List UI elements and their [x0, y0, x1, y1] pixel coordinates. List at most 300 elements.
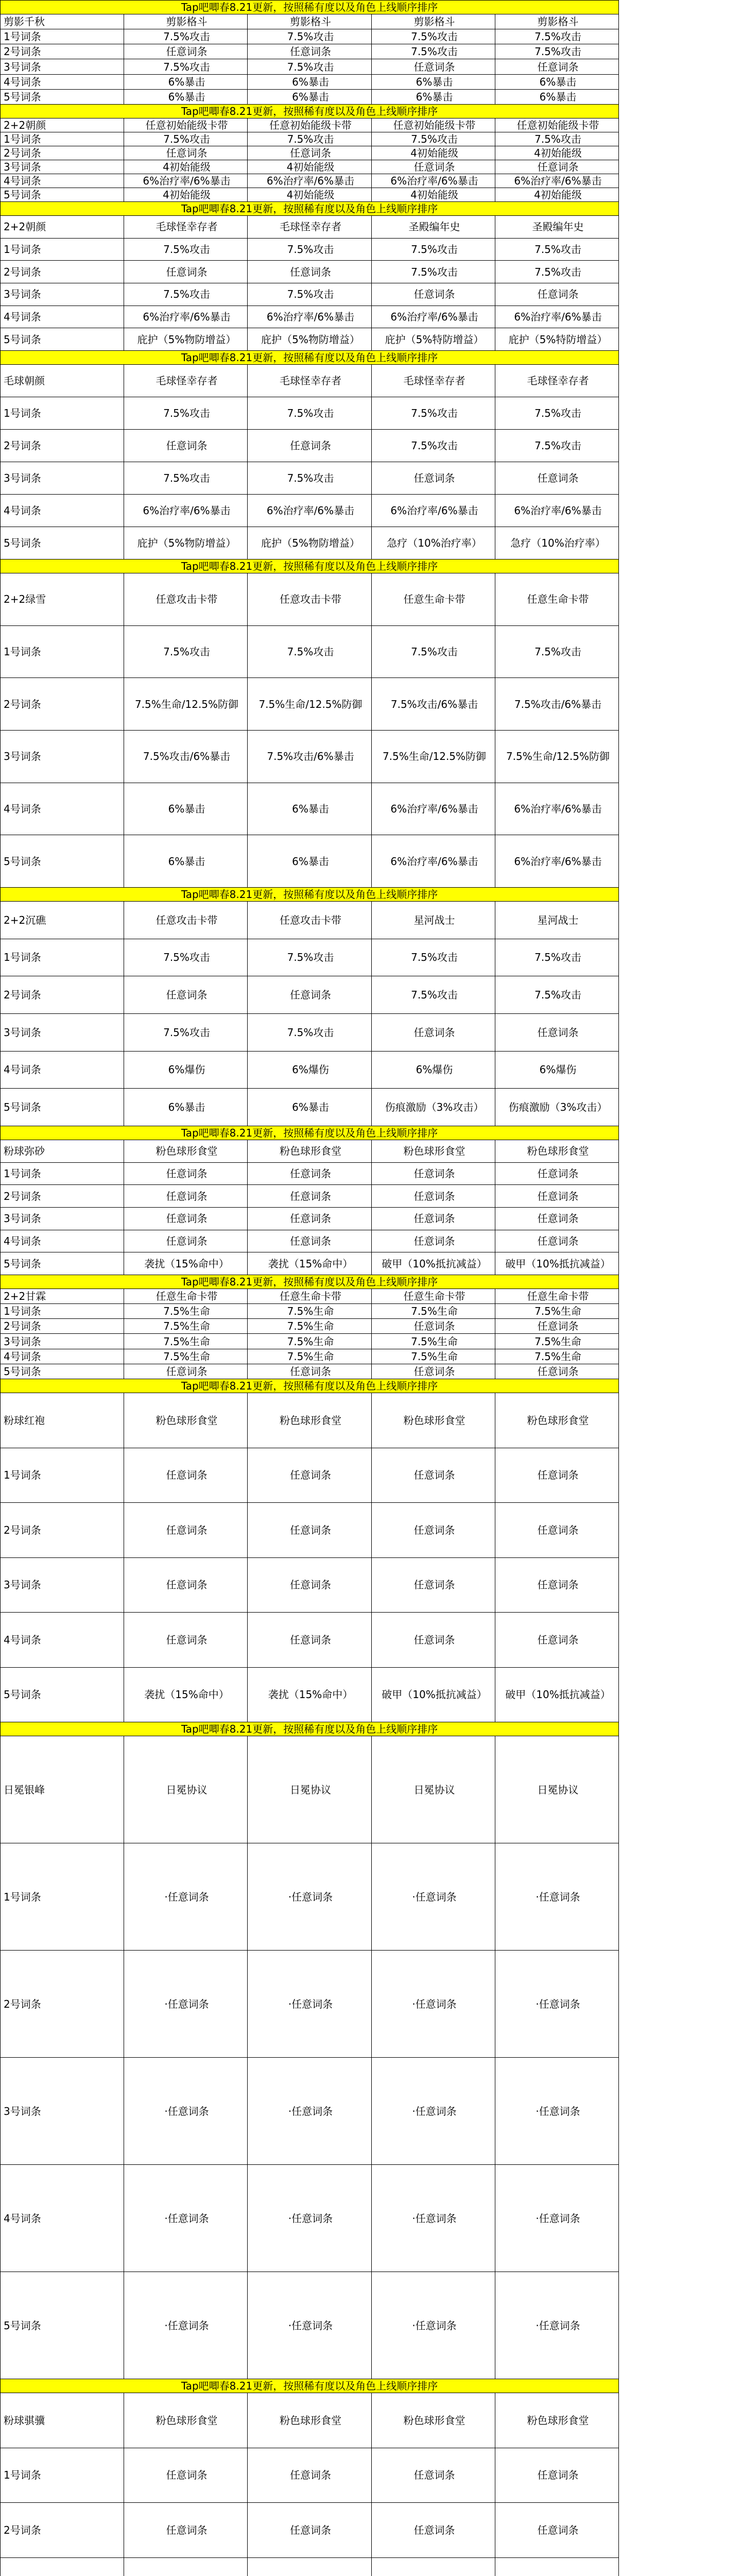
table-cell: 4初始能级 — [495, 188, 619, 202]
table-cell: 6%治疗率/6%暴击 — [495, 835, 619, 888]
slot-row — [1, 495, 619, 527]
section-banner-row — [1, 202, 619, 216]
slot-row — [1, 328, 619, 351]
table-cell: 4初始能级 — [248, 188, 372, 202]
slot-row — [1, 2272, 619, 2379]
character-row — [1, 365, 619, 397]
table-cell: ·任意词条 — [124, 2165, 248, 2272]
table-cell: 圣殿编年史 — [495, 216, 619, 239]
table-cell: 4初始能级 — [372, 188, 495, 202]
table-cell: ·任意词条 — [372, 2165, 495, 2272]
table-cell: 日冕协议 — [372, 1736, 495, 1843]
table-cell: 任意词条 — [372, 1503, 495, 1558]
table-cell: 4初始能级 — [248, 160, 372, 174]
slot-row — [1, 174, 619, 188]
slot-row — [1, 261, 619, 283]
table-cell: 任意词条 — [124, 1162, 248, 1185]
table-cell: 7.5%攻击 — [248, 462, 372, 495]
character-name-cell: 粉球骐骥 — [1, 2393, 124, 2448]
table-cell: 任意词条 — [495, 2448, 619, 2503]
table-cell: 7.5%攻击 — [372, 132, 495, 146]
table-cell: 剪影格斗 — [495, 14, 619, 29]
slot-label-cell: 2号词条 — [1, 2503, 124, 2558]
table-cell: 毛球怪幸存者 — [248, 216, 372, 239]
section-banner: Tap吧唧春8.21更新，按照稀有度以及角色上线顺序排序 — [1, 2379, 619, 2393]
table-cell: 日冕协议 — [495, 1736, 619, 1843]
slot-label-cell: 2号词条 — [1, 1319, 124, 1334]
character-row — [1, 1393, 619, 1448]
table-cell: 7.5%攻击 — [372, 44, 495, 59]
table-cell: ·任意词条 — [372, 1951, 495, 2058]
character-row — [1, 1140, 619, 1163]
slot-row — [1, 2557, 619, 2576]
table-cell: 粉色球形食堂 — [495, 1140, 619, 1163]
table-cell: 7.5%生命/12.5%防御 — [372, 730, 495, 783]
table-cell: 7.5%生命 — [124, 1334, 248, 1349]
table-cell: 毛球怪幸存者 — [495, 365, 619, 397]
section-banner-row — [1, 888, 619, 902]
slot-row — [1, 678, 619, 731]
table-cell: 7.5%攻击 — [495, 132, 619, 146]
section-banner: Tap吧唧春8.21更新，按照稀有度以及角色上线顺序排序 — [1, 202, 619, 216]
table-cell: 任意词条 — [495, 1448, 619, 1503]
table-cell: 7.5%攻击 — [124, 625, 248, 678]
table-cell: 任意攻击卡带 — [248, 902, 372, 939]
character-row — [1, 902, 619, 939]
table-cell: 7.5%生命/12.5%防御 — [124, 678, 248, 731]
slot-label-cell: 1号词条 — [1, 132, 124, 146]
table-cell: 任意词条 — [372, 1557, 495, 1613]
table-cell: 任意词条 — [495, 1364, 619, 1379]
slot-label-cell: 3号词条 — [1, 160, 124, 174]
section-banner-row — [1, 1, 619, 14]
table-cell: 任意词条 — [495, 1557, 619, 1613]
slot-row — [1, 462, 619, 495]
table-cell: 任意词条 — [372, 2448, 495, 2503]
table-cell: 任意词条 — [372, 1613, 495, 1668]
slot-label-cell: 3号词条 — [1, 2058, 124, 2165]
slot-label-cell: 4号词条 — [1, 783, 124, 835]
character-name-cell: 2+2沉礁 — [1, 902, 124, 939]
table-cell: ·任意词条 — [124, 2272, 248, 2379]
character-name-cell: 日冕银峰 — [1, 1736, 124, 1843]
table-cell: 6%治疗率/6%暴击 — [124, 306, 248, 328]
slot-row — [1, 1304, 619, 1319]
slot-row — [1, 2503, 619, 2558]
slot-label-cell: 1号词条 — [1, 2448, 124, 2503]
slot-label-cell: 4号词条 — [1, 174, 124, 188]
table-cell: ·任意词条 — [372, 1843, 495, 1951]
slot-row — [1, 1364, 619, 1379]
table-cell: 伤痕激励（3%攻击） — [372, 1089, 495, 1126]
table-cell: 任意词条 — [495, 59, 619, 74]
table-cell: 任意词条 — [495, 160, 619, 174]
slot-row — [1, 1951, 619, 2058]
slot-label-cell — [1, 2557, 124, 2576]
table-cell: ·任意词条 — [372, 2058, 495, 2165]
table-cell: ·任意词条 — [248, 1951, 372, 2058]
table-cell: 袭扰（15%命中） — [124, 1667, 248, 1722]
section-banner-row — [1, 1379, 619, 1393]
slot-label-cell: 2号词条 — [1, 1951, 124, 2058]
table-cell: 7.5%攻击 — [372, 939, 495, 976]
table-cell: 任意词条 — [495, 1162, 619, 1185]
table-cell: 6%暴击 — [495, 74, 619, 89]
table-cell: 7.5%攻击 — [124, 397, 248, 430]
table-cell: 7.5%攻击 — [248, 29, 372, 44]
table-cell: 破甲（10%抵抗减益） — [372, 1252, 495, 1275]
table-cell: 7.5%生命/12.5%防御 — [248, 678, 372, 731]
character-row — [1, 118, 619, 132]
slot-row — [1, 1503, 619, 1558]
slot-label-cell: 5号词条 — [1, 188, 124, 202]
slot-label-cell: 2号词条 — [1, 976, 124, 1014]
table-cell: 7.5%攻击 — [248, 939, 372, 976]
slot-label-cell: 5号词条 — [1, 1364, 124, 1379]
character-name-cell: 粉球红袍 — [1, 1393, 124, 1448]
table-cell: 任意词条 — [372, 1230, 495, 1252]
slot-label-cell: 3号词条 — [1, 1557, 124, 1613]
table-cell: 任意生命卡带 — [495, 1289, 619, 1304]
slot-label-cell: 2号词条 — [1, 1503, 124, 1558]
table-cell: 任意词条 — [372, 160, 495, 174]
table-cell: 粉色球形食堂 — [248, 1393, 372, 1448]
table-cell: 任意词条 — [372, 462, 495, 495]
table-cell: 6%治疗率/6%暴击 — [372, 835, 495, 888]
table-cell: 任意词条 — [124, 1364, 248, 1379]
table-cell: 6%治疗率/6%暴击 — [495, 174, 619, 188]
table-cell: 7.5%攻击 — [248, 59, 372, 74]
table-cell: 7.5%攻击 — [248, 238, 372, 261]
character-name-cell: 2+2甘霖 — [1, 1289, 124, 1304]
table-cell: 7.5%生命 — [248, 1334, 372, 1349]
table-cell: 任意词条 — [372, 59, 495, 74]
slot-label-cell: 5号词条 — [1, 835, 124, 888]
table-cell — [124, 2557, 248, 2576]
table-cell: 任意词条 — [372, 1185, 495, 1208]
slot-label-cell: 4号词条 — [1, 1230, 124, 1252]
slot-row — [1, 939, 619, 976]
table-cell: 庇护（5%特防增益） — [372, 328, 495, 351]
section-banner: Tap吧唧春8.21更新，按照稀有度以及角色上线顺序排序 — [1, 1722, 619, 1736]
table-cell: 任意词条 — [248, 2448, 372, 2503]
table-cell: 7.5%生命 — [372, 1334, 495, 1349]
table-cell: 4初始能级 — [495, 146, 619, 160]
table-cell: 6%治疗率/6%暴击 — [495, 495, 619, 527]
slot-label-cell: 2号词条 — [1, 261, 124, 283]
table-cell: 毛球怪幸存者 — [124, 365, 248, 397]
table-cell: 7.5%攻击 — [495, 238, 619, 261]
table-cell: 任意词条 — [124, 1230, 248, 1252]
slot-label-cell: 3号词条 — [1, 59, 124, 74]
table-cell: 7.5%攻击 — [372, 238, 495, 261]
table-cell: 6%爆伤 — [495, 1051, 619, 1089]
table-cell: 任意词条 — [495, 1613, 619, 1668]
slot-label-cell: 3号词条 — [1, 730, 124, 783]
slot-row — [1, 1334, 619, 1349]
slot-label-cell: 5号词条 — [1, 328, 124, 351]
character-row — [1, 573, 619, 626]
slot-row — [1, 1013, 619, 1051]
table-cell: 7.5%攻击 — [124, 238, 248, 261]
table-cell: 7.5%生命 — [124, 1349, 248, 1364]
table-cell: 6%治疗率/6%暴击 — [372, 783, 495, 835]
table-cell: 任意初始能级卡带 — [495, 118, 619, 132]
slot-row — [1, 283, 619, 306]
table-cell: 6%治疗率/6%暴击 — [372, 495, 495, 527]
table-cell: 7.5%攻击 — [495, 261, 619, 283]
table-cell: 袭扰（15%命中） — [248, 1252, 372, 1275]
table-cell: 任意初始能级卡带 — [124, 118, 248, 132]
table-cell: 任意词条 — [372, 1364, 495, 1379]
table-cell: 4初始能级 — [124, 188, 248, 202]
slot-row — [1, 2448, 619, 2503]
table-cell: 粉色球形食堂 — [372, 1140, 495, 1163]
table-cell: 日冕协议 — [124, 1736, 248, 1843]
section-banner-row — [1, 2379, 619, 2393]
table-cell: 任意词条 — [124, 1185, 248, 1208]
table-cell: 7.5%攻击/6%暴击 — [248, 730, 372, 783]
slot-label-cell: 2号词条 — [1, 146, 124, 160]
table-cell: 粉色球形食堂 — [124, 1393, 248, 1448]
character-name-cell: 剪影千秋 — [1, 14, 124, 29]
table-cell: 任意词条 — [124, 1557, 248, 1613]
table-cell: 剪影格斗 — [372, 14, 495, 29]
slot-label-cell: 5号词条 — [1, 1089, 124, 1126]
slot-row — [1, 1252, 619, 1275]
table-cell: 任意生命卡带 — [248, 1289, 372, 1304]
table-cell: 任意词条 — [495, 1319, 619, 1334]
table-cell: ·任意词条 — [372, 2272, 495, 2379]
table-cell: 任意攻击卡带 — [124, 902, 248, 939]
table-cell: 毛球怪幸存者 — [248, 365, 372, 397]
table-cell: 急疗（10%治疗率） — [495, 527, 619, 560]
table-cell: 任意词条 — [495, 283, 619, 306]
slot-row — [1, 29, 619, 44]
table-cell: 7.5%生命 — [372, 1304, 495, 1319]
table-cell: 任意词条 — [248, 1503, 372, 1558]
section-banner: Tap吧唧春8.21更新，按照稀有度以及角色上线顺序排序 — [1, 1275, 619, 1289]
section-banner-row — [1, 105, 619, 118]
slot-row — [1, 160, 619, 174]
table-cell: ·任意词条 — [124, 1843, 248, 1951]
section-banner-row — [1, 1275, 619, 1289]
table-cell: 任意词条 — [495, 1207, 619, 1230]
table-cell: 6%暴击 — [248, 74, 372, 89]
table-cell: 剪影格斗 — [248, 14, 372, 29]
table-cell: 6%爆伤 — [372, 1051, 495, 1089]
slot-row — [1, 1843, 619, 1951]
table-cell: 7.5%攻击 — [372, 29, 495, 44]
table-cell: 粉色球形食堂 — [495, 1393, 619, 1448]
table-cell: 袭扰（15%命中） — [248, 1667, 372, 1722]
slot-row — [1, 430, 619, 462]
table-cell: 任意初始能级卡带 — [372, 118, 495, 132]
slot-label-cell: 5号词条 — [1, 89, 124, 104]
slot-label-cell: 4号词条 — [1, 495, 124, 527]
table-cell: 6%暴击 — [124, 1089, 248, 1126]
table-cell: ·任意词条 — [495, 2272, 619, 2379]
table-cell: 毛球怪幸存者 — [372, 365, 495, 397]
table-cell: 7.5%攻击/6%暴击 — [495, 678, 619, 731]
table-cell: 6%暴击 — [248, 1089, 372, 1126]
table-cell: 任意词条 — [372, 1013, 495, 1051]
table-cell: ·任意词条 — [495, 1843, 619, 1951]
slot-row — [1, 74, 619, 89]
build-table-body — [1, 1, 619, 2576]
section-banner-row — [1, 1126, 619, 1140]
table-cell: 任意词条 — [124, 1503, 248, 1558]
table-cell: 7.5%生命/12.5%防御 — [495, 730, 619, 783]
table-cell: 毛球怪幸存者 — [124, 216, 248, 239]
slot-label-cell: 3号词条 — [1, 1013, 124, 1051]
table-cell: 7.5%生命 — [124, 1304, 248, 1319]
table-cell: 7.5%攻击 — [372, 976, 495, 1014]
slot-row — [1, 2058, 619, 2165]
slot-row — [1, 59, 619, 74]
table-cell — [248, 2557, 372, 2576]
table-cell: 7.5%攻击 — [495, 44, 619, 59]
table-cell: 任意词条 — [372, 1319, 495, 1334]
table-cell: 7.5%攻击 — [495, 625, 619, 678]
section-banner: Tap吧唧春8.21更新，按照稀有度以及角色上线顺序排序 — [1, 1, 619, 14]
table-cell: 7.5%攻击 — [124, 462, 248, 495]
table-cell — [495, 2557, 619, 2576]
slot-row — [1, 625, 619, 678]
table-cell: 6%治疗率/6%暴击 — [248, 174, 372, 188]
table-cell: 任意词条 — [124, 430, 248, 462]
section-banner: Tap吧唧春8.21更新，按照稀有度以及角色上线顺序排序 — [1, 888, 619, 902]
slot-label-cell: 1号词条 — [1, 1304, 124, 1319]
slot-label-cell: 3号词条 — [1, 1207, 124, 1230]
table-cell: 任意词条 — [248, 1185, 372, 1208]
table-cell: 任意初始能级卡带 — [248, 118, 372, 132]
table-cell: 7.5%攻击 — [248, 397, 372, 430]
table-cell — [372, 2557, 495, 2576]
table-cell: 7.5%生命 — [495, 1304, 619, 1319]
section-banner: Tap吧唧春8.21更新，按照稀有度以及角色上线顺序排序 — [1, 560, 619, 573]
slot-label-cell: 5号词条 — [1, 1667, 124, 1722]
slot-row — [1, 730, 619, 783]
slot-row — [1, 1051, 619, 1089]
table-cell: 任意词条 — [248, 146, 372, 160]
table-cell: 伤痕激励（3%攻击） — [495, 1089, 619, 1126]
table-cell: 任意词条 — [495, 1230, 619, 1252]
table-cell: 星河战士 — [372, 902, 495, 939]
table-cell: 任意词条 — [124, 1207, 248, 1230]
table-cell: 6%暴击 — [372, 89, 495, 104]
slot-row — [1, 1230, 619, 1252]
table-cell: 急疗（10%治疗率） — [372, 527, 495, 560]
table-cell: 4初始能级 — [124, 160, 248, 174]
slot-label-cell: 4号词条 — [1, 1051, 124, 1089]
table-cell: 任意词条 — [248, 430, 372, 462]
slot-label-cell: 3号词条 — [1, 1334, 124, 1349]
table-cell: 任意词条 — [124, 2448, 248, 2503]
table-cell: 任意词条 — [495, 462, 619, 495]
table-cell: 剪影格斗 — [124, 14, 248, 29]
table-cell: 6%治疗率/6%暴击 — [248, 306, 372, 328]
table-cell: 粉色球形食堂 — [124, 1140, 248, 1163]
table-cell: 粉色球形食堂 — [248, 2393, 372, 2448]
table-cell: 任意词条 — [248, 2503, 372, 2558]
slot-label-cell: 1号词条 — [1, 625, 124, 678]
table-cell: 6%暴击 — [495, 89, 619, 104]
table-cell: 庇护（5%特防增益） — [495, 328, 619, 351]
character-name-cell: 粉球弥砂 — [1, 1140, 124, 1163]
table-cell: 6%暴击 — [372, 74, 495, 89]
table-cell: 7.5%攻击 — [124, 283, 248, 306]
character-row — [1, 216, 619, 239]
table-cell: 任意词条 — [248, 1613, 372, 1668]
slot-row — [1, 1349, 619, 1364]
slot-row — [1, 527, 619, 560]
slot-row — [1, 1667, 619, 1722]
table-cell: 6%暴击 — [124, 783, 248, 835]
slot-row — [1, 976, 619, 1014]
slot-row — [1, 238, 619, 261]
table-cell: 任意词条 — [248, 1448, 372, 1503]
table-cell: 7.5%攻击 — [248, 625, 372, 678]
table-cell: 6%治疗率/6%暴击 — [372, 306, 495, 328]
section-banner: Tap吧唧春8.21更新，按照稀有度以及角色上线顺序排序 — [1, 105, 619, 118]
section-banner: Tap吧唧春8.21更新，按照稀有度以及角色上线顺序排序 — [1, 351, 619, 365]
table-cell: 任意词条 — [248, 44, 372, 59]
table-cell: 7.5%攻击 — [495, 397, 619, 430]
table-cell: 任意词条 — [495, 1185, 619, 1208]
table-cell: ·任意词条 — [248, 1843, 372, 1951]
table-cell: 7.5%攻击 — [372, 261, 495, 283]
table-cell: ·任意词条 — [495, 1951, 619, 2058]
slot-row — [1, 1089, 619, 1126]
slot-row — [1, 835, 619, 888]
table-cell: 7.5%攻击 — [124, 29, 248, 44]
table-cell: 7.5%生命 — [495, 1334, 619, 1349]
table-cell: 任意词条 — [124, 1613, 248, 1668]
table-cell: 破甲（10%抵抗减益） — [372, 1667, 495, 1722]
table-cell: 任意生命卡带 — [372, 573, 495, 626]
table-cell: 任意词条 — [248, 976, 372, 1014]
table-cell: 7.5%攻击 — [372, 430, 495, 462]
slot-row — [1, 146, 619, 160]
character-name-cell: 毛球朝颜 — [1, 365, 124, 397]
table-cell: 星河战士 — [495, 902, 619, 939]
table-cell: ·任意词条 — [124, 1951, 248, 2058]
table-cell: 7.5%攻击/6%暴击 — [124, 730, 248, 783]
table-cell: 任意词条 — [372, 1448, 495, 1503]
table-cell: 任意词条 — [124, 2503, 248, 2558]
table-cell: ·任意词条 — [248, 2058, 372, 2165]
table-cell: 7.5%攻击 — [372, 397, 495, 430]
slot-label-cell: 4号词条 — [1, 306, 124, 328]
character-name-cell: 2+2朝颜 — [1, 216, 124, 239]
slot-row — [1, 1319, 619, 1334]
table-cell: 7.5%攻击 — [495, 976, 619, 1014]
slot-label-cell: 4号词条 — [1, 2165, 124, 2272]
table-cell: 7.5%生命 — [495, 1349, 619, 1364]
slot-label-cell: 5号词条 — [1, 1252, 124, 1275]
table-cell: 6%爆伤 — [248, 1051, 372, 1089]
table-cell: 破甲（10%抵抗减益） — [495, 1667, 619, 1722]
slot-label-cell: 2号词条 — [1, 44, 124, 59]
table-cell: 7.5%生命 — [248, 1349, 372, 1364]
table-cell: 6%治疗率/6%暴击 — [495, 783, 619, 835]
table-cell: 7.5%攻击/6%暴击 — [372, 678, 495, 731]
table-cell: 任意词条 — [124, 261, 248, 283]
table-cell: 任意词条 — [124, 1448, 248, 1503]
table-cell: 7.5%攻击 — [248, 1013, 372, 1051]
slot-label-cell: 3号词条 — [1, 462, 124, 495]
